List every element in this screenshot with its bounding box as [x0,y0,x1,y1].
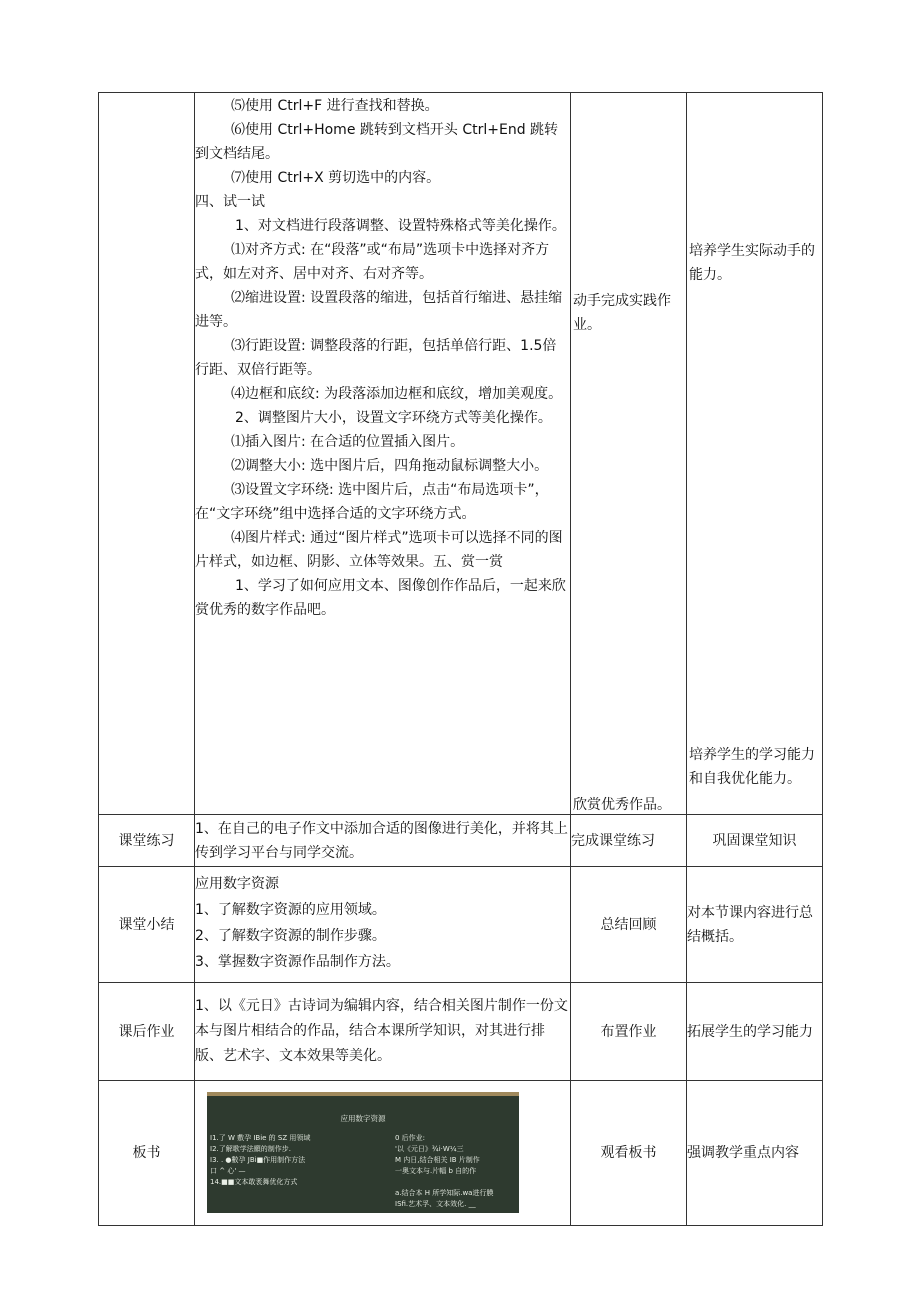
practice-intent: 巩固课堂知识 [687,815,823,867]
blackboard-right [395,1133,515,1210]
content-line: ⑵缩进设置: 设置段落的缩进，包括首行缩进、悬挂缩进等。 [195,290,563,330]
blackboard-line: 口 ^ 心' — [210,1166,246,1175]
content-line: 2、调整图片大小，设置文字环绕方式等美化操作。 [235,410,552,426]
content-line: ⑺使用 Ctrl+X 剪切选中的内容。 [231,170,441,186]
homework-intent: 拓展学生的学习能力 [687,983,823,1081]
content-line: ⑹使用 Ctrl+Home 跳转到文档开头 Ctrl+End 跳转到文档结尾。 [195,122,559,162]
blackboard-line: I3. . ●數孕 JBi■作用制作方法 [210,1155,306,1164]
activity-content-cell [195,93,571,815]
blackboard-line: '以《元日》¾i·W¼三 [395,1144,464,1153]
board-intent: 强调教学重点内容 [687,1081,823,1226]
activity-row [99,93,823,815]
board-content-cell [195,1081,571,1226]
blackboard-line: 14.■■文本敢袤舞优化方式 [210,1177,298,1186]
practice-row [99,815,823,867]
summary-content-cell [195,867,571,983]
blackboard-title: 应用数字资源 [340,1113,386,1123]
summary-student: 总结回顾 [571,867,687,983]
activity-label-cell [99,93,195,815]
blackboard-line: 0 后作业: [395,1133,426,1142]
board-student: 观看板书 [571,1081,687,1226]
content-line: 1、学习了如何应用文本、图像创作作品后，一起来欣赏优秀的数字作品吧。 [195,578,566,618]
board-row [99,1081,823,1226]
lesson-plan-table [98,92,823,1226]
blackboard-line: I1.了 W 敷孕 IBie 的 SZ 用领域 [210,1133,311,1142]
blackboard-left [210,1133,360,1188]
blackboard-line: M 内日,结合相关 IB 片制作 [395,1155,480,1164]
summary-row [99,867,823,983]
content-line: ⑸使用 Ctrl+F 进行查找和替换。 [231,98,439,114]
practice-label: 课堂练习 [99,815,195,867]
content-line: ⑶行距设置: 调整段落的行距，包括单倍行距、1.5倍行距、双倍行距等。 [195,338,557,378]
design-intent-1: 培养学生实际动手的能力。 [689,243,815,283]
summary-intent: 对本节课内容进行总结概括。 [687,867,823,983]
blackboard-line [395,1177,515,1188]
board-label: 板书 [99,1081,195,1226]
content-line: ⑵调整大小: 选中图片后，四角拖动鼠标调整大小。 [231,458,549,474]
content-line: ⑶设置文字环绕: 选中图片后，点击“布局选项卡”，在“文字环绕”组中选择合适的文字环绕方式。 [195,482,549,522]
blackboard-line: ISfi.艺术孚、文本效化. __ [395,1199,476,1208]
summary-line: 应用数字资源 [195,876,279,892]
student-activity-1: 动手完成实践作业。 [573,293,671,333]
content-line: ⑴插入图片: 在合适的位置插入图片。 [231,434,465,450]
student-activity-2: 欣赏优秀作品。 [573,797,671,813]
design-intent-cell [687,93,823,815]
blackboard-line: a.结合本 H 所学知际.wa进行膜 [395,1188,494,1197]
section-heading: 四、试一试 [195,194,265,210]
content-line: ⑷图片样式: 通过“图片样式”选项卡可以选择不同的图片样式，如边框、阴影、立体等效果。五、赏一赏 [195,530,563,570]
summary-line: 3、掌握数字资源作品制作方法。 [195,954,400,970]
content-line: ⑷边框和底纹: 为段落添加边框和底纹，增加美观度。 [231,386,563,402]
practice-content: 1、在自己的电子作文中添加合适的图像进行美化，并将其上传到学习平台与同学交流。 [195,815,571,867]
homework-row [99,983,823,1081]
homework-content: 1、以《元日》古诗词为编辑内容，结合相关图片制作一份文本与图片相结合的作品，结合本课所学知识，对其进行排版、艺术字、文本效果等美化。 [195,983,571,1081]
blackboard-line: 一奥文本与.片幅 b 自的作 [395,1166,477,1175]
summary-line: 1、了解数字资源的应用领域。 [195,902,386,918]
blackboard-image [207,1092,519,1213]
homework-student: 布置作业 [571,983,687,1081]
homework-label: 课后作业 [99,983,195,1081]
content-line: 1、对文档进行段落调整、设置特殊格式等美化操作。 [235,218,566,234]
blackboard-line: I2.了解歌学法願的制作步. [210,1144,291,1153]
summary-label: 课堂小结 [99,867,195,983]
summary-line: 2、了解数字资源的制作步骤。 [195,928,386,944]
content-line: ⑴对齐方式: 在“段落”或“布局”选项卡中选择对齐方式，如左对齐、居中对齐、右对齐等。 [195,242,550,282]
design-intent-2: 培养学生的学习能力和自我优化能力。 [689,747,815,787]
practice-student: 完成课堂练习 [571,815,687,867]
student-activity-cell [571,93,687,815]
